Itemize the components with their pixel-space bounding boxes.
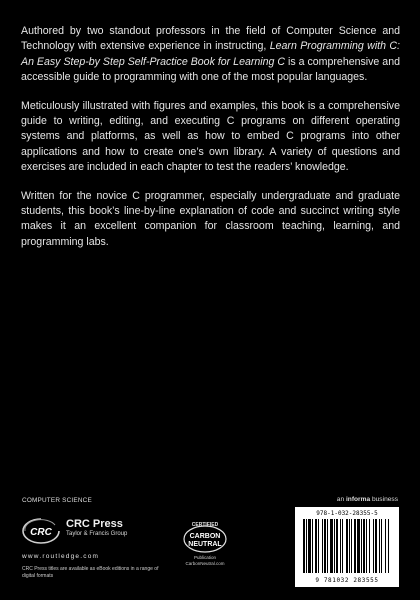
- informa-suffix: business: [370, 496, 398, 503]
- crc-press-logo-icon: [21, 517, 61, 544]
- p1-end: is a comprehensive and accessible guide to programming with one of the most popular languages.: [21, 55, 400, 84]
- p1-start: Authored by two standout professors in the field of Computer Science and Technology with extensive experience in instructing,: [21, 25, 400, 53]
- informa-word: informa: [345, 496, 371, 503]
- carbon-text-1: CARBON: [189, 533, 221, 540]
- isbn-barcode: [295, 507, 399, 587]
- publisher-group: Taylor & Francis Group: [66, 531, 128, 537]
- informa-tagline: [337, 496, 398, 503]
- subject-category: COMPUTER SCIENCE: [22, 497, 92, 504]
- barcode-bars-icon: [303, 519, 391, 573]
- crc-logo-text: CRC: [30, 527, 52, 538]
- description-paragraph-1: [21, 24, 400, 86]
- ebook-note: CRC Press titles are available as eBook editions in a range of digital formats: [22, 566, 159, 579]
- carbon-text-2: NEUTRAL: [188, 541, 222, 548]
- publisher-block: [66, 518, 127, 539]
- carbon-neutral-icon: [182, 520, 228, 554]
- book-description: [21, 24, 400, 263]
- publisher-name: CRC Press: [66, 518, 123, 530]
- book-title-italic: Learn Programming with C: An Easy Step-by Step Self-Practice Book for Learning C: [21, 40, 400, 68]
- carbon-neutral-badge: [182, 520, 228, 567]
- description-paragraph-2: Meticulously illustrated with figures and examples, this book is a comprehensive guide to writing, editing, and executing C programs on different operating systems and platforms, as well as how to embed C programs into other applications and how to create one’s own library. A variety of questions and exercises are included in each chapter to test the readers’ knowledge.: [21, 99, 400, 174]
- informa-prefix: an: [336, 496, 346, 503]
- isbn-digits: 9 781032 283555: [315, 577, 379, 584]
- carbon-certified-text: CERTIFIED: [191, 522, 219, 528]
- carbon-publication-label: Publication: [193, 555, 216, 560]
- carbon-neutral-url: CarbonNeutral.com: [185, 561, 225, 566]
- publisher-website: www.routledge.com: [22, 553, 100, 560]
- isbn-label: 978-1-032-28355-5: [316, 510, 378, 517]
- description-paragraph-3: Written for the novice C programmer, especially undergraduate and graduate students, this book’s line-by-line explanation of code and succinct writing style makes it an excellent companion for classroom teaching, learning, and programming labs.: [21, 189, 400, 248]
